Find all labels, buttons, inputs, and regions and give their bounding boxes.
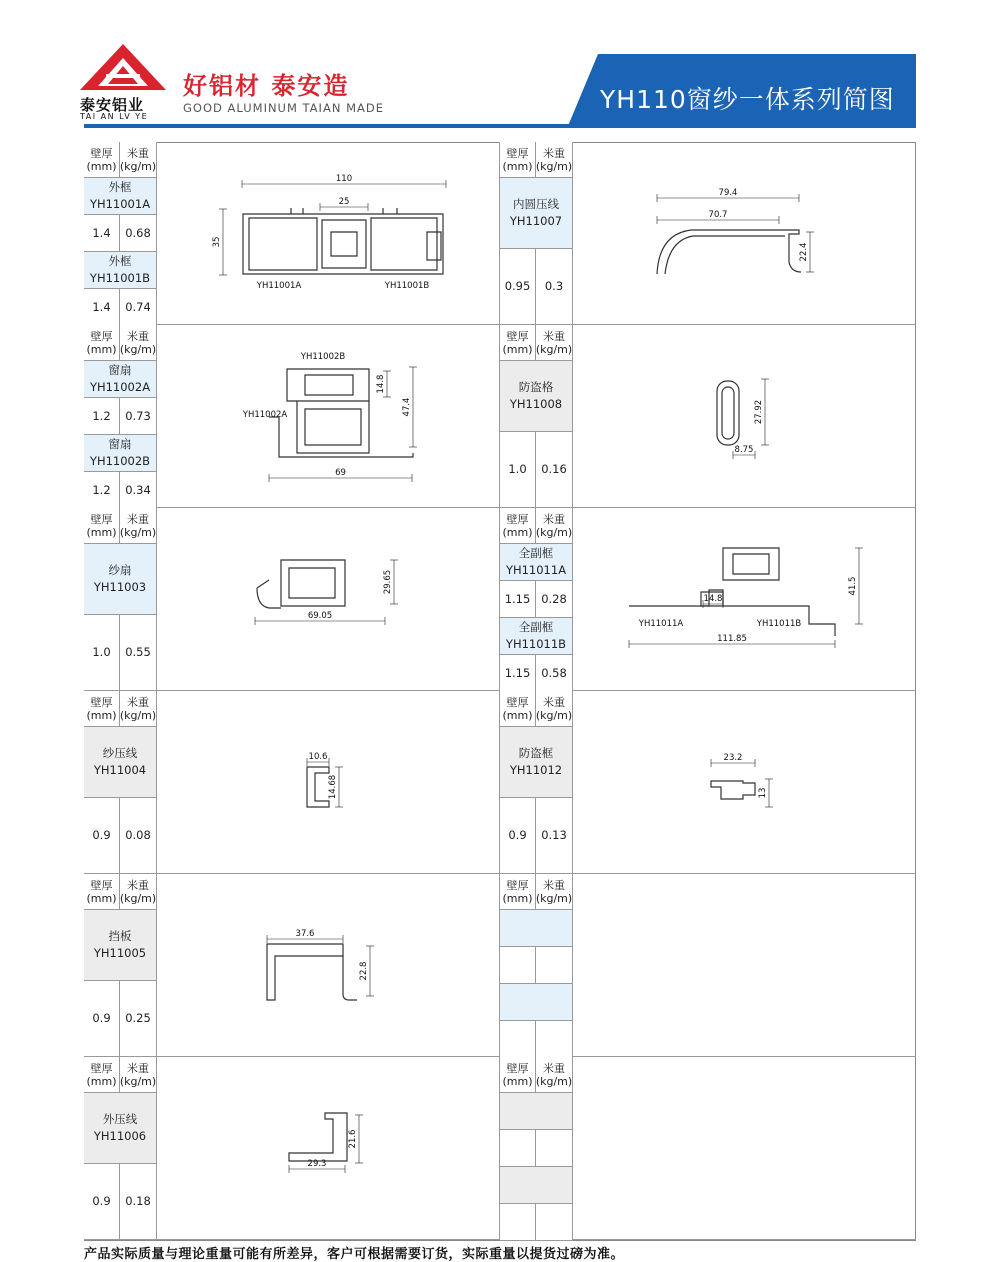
profile-name: 窗扇 <box>108 363 132 377</box>
dimension-label: 22.4 <box>799 242 809 262</box>
weight-header-label: 米重 <box>127 512 149 526</box>
profile-name: 纱扇 <box>108 563 132 577</box>
profile-name-cell <box>500 361 573 432</box>
profile-name-cell <box>500 544 573 581</box>
profile-drawing <box>157 874 500 1057</box>
weight-value: 0.13 <box>536 798 573 874</box>
weight-header-unit: (kg/m) <box>535 1074 573 1088</box>
thickness-header-unit: (mm) <box>502 1074 533 1088</box>
thickness-header-unit: (mm) <box>86 1074 117 1088</box>
profile-code-label: YH11002A <box>242 410 288 420</box>
brand-name-en: TAI AN LV YE <box>80 112 149 121</box>
weight-header <box>536 325 573 361</box>
thickness-header <box>500 508 536 544</box>
thickness-value: 0.9 <box>500 798 536 874</box>
profile-drawing <box>573 508 916 691</box>
profile-name-cell <box>84 910 157 981</box>
dimension-label: 79.4 <box>718 188 738 198</box>
profile-section-drawing <box>157 691 500 874</box>
thickness-header-unit: (mm) <box>86 708 117 722</box>
thickness-value: 1.4 <box>84 289 120 326</box>
weight-header-unit: (kg/m) <box>119 1074 157 1088</box>
thickness-value <box>500 1130 536 1167</box>
profile-drawing <box>157 325 500 508</box>
header-rule <box>84 124 916 128</box>
profile-shape <box>257 580 281 608</box>
thickness-header-unit: (mm) <box>502 525 533 539</box>
weight-header <box>536 691 573 727</box>
thickness-header-unit: (mm) <box>502 708 533 722</box>
profile-name: 防盗格 <box>518 380 554 394</box>
weight-header <box>536 1057 573 1093</box>
profile-name: 全副框 <box>518 620 554 634</box>
weight-header-unit: (kg/m) <box>535 525 573 539</box>
profile-section-drawing <box>573 325 916 508</box>
profile-shape <box>711 781 755 799</box>
thickness-header <box>84 508 120 544</box>
thickness-value: 1.15 <box>500 655 536 692</box>
profile-code-label: YH11011B <box>756 619 802 629</box>
profile-name-cell <box>84 435 157 472</box>
weight-header-label: 米重 <box>543 512 565 526</box>
weight-header <box>536 874 573 910</box>
profile-code: YH11005 <box>93 946 147 960</box>
profile-shape <box>717 381 739 445</box>
thickness-header <box>500 325 536 361</box>
dimension-label: 23.2 <box>723 753 743 763</box>
profile-code: YH11006 <box>93 1129 147 1143</box>
thickness-value: 0.9 <box>84 798 120 874</box>
profile-section-drawing <box>573 691 916 874</box>
dimension-label: 111.85 <box>717 634 747 644</box>
profile-shape <box>267 944 343 1000</box>
thickness-value: 1.2 <box>84 472 120 509</box>
thickness-header-label: 壁厚 <box>90 329 113 343</box>
dimension-label: 14.68 <box>328 774 338 800</box>
thickness-header-label: 壁厚 <box>506 512 529 526</box>
weight-header-label: 米重 <box>127 878 149 892</box>
profile-name: 外框 <box>108 254 132 268</box>
profile-shape <box>289 1113 347 1161</box>
thickness-header <box>84 874 120 910</box>
profile-code-label: YH11001A <box>256 281 302 291</box>
weight-header-label: 米重 <box>543 1061 565 1075</box>
thickness-value <box>500 1204 536 1241</box>
profile-code: YH11008 <box>509 397 563 411</box>
profile-shape <box>723 548 779 580</box>
weight-value: 0.28 <box>536 581 573 618</box>
profile-drawing <box>157 508 500 691</box>
profile-name-cell <box>500 1167 573 1204</box>
weight-value <box>536 947 573 984</box>
weight-header <box>120 142 157 178</box>
profile-code: YH11011B <box>505 637 567 651</box>
thickness-header <box>84 142 120 178</box>
weight-value: 0.16 <box>536 432 573 508</box>
dimension-label: 29.3 <box>307 1159 327 1169</box>
weight-header-label: 米重 <box>127 146 149 160</box>
weight-header-label: 米重 <box>127 695 149 709</box>
thickness-header-label: 壁厚 <box>506 695 529 709</box>
profile-name-cell <box>84 252 157 289</box>
dimension-label: 47.4 <box>402 397 412 417</box>
dimension-label: 69.05 <box>307 611 333 621</box>
dimension-label: 14.8 <box>376 374 386 394</box>
profile-section-drawing <box>157 508 500 691</box>
thickness-header <box>84 325 120 361</box>
thickness-header-label: 壁厚 <box>506 1061 529 1075</box>
profile-drawing <box>157 142 500 325</box>
thickness-value: 1.0 <box>500 432 536 508</box>
thickness-header <box>500 691 536 727</box>
profile-name: 内圆压线 <box>513 197 559 211</box>
profile-shape <box>297 401 369 453</box>
profile-code: YH11001B <box>89 271 151 285</box>
weight-header-label: 米重 <box>543 878 565 892</box>
weight-header-label: 米重 <box>127 1061 149 1075</box>
dimension-label: 8.75 <box>734 445 754 455</box>
profile-section-drawing <box>573 508 916 691</box>
thickness-header <box>500 1057 536 1093</box>
dimension-label: 70.7 <box>708 210 728 220</box>
profile-name: 纱压线 <box>102 746 138 760</box>
dimension-label: 69 <box>335 468 346 478</box>
profile-shape <box>243 214 443 274</box>
weight-header <box>536 142 573 178</box>
weight-value: 0.55 <box>120 615 157 691</box>
weight-value: 0.73 <box>120 398 157 435</box>
profile-code-label: YH11002B <box>300 352 346 362</box>
thickness-header-label: 壁厚 <box>90 146 113 160</box>
weight-value: 0.3 <box>536 249 573 325</box>
thickness-header-unit: (mm) <box>502 342 533 356</box>
profile-code-label: YH11011A <box>638 619 684 629</box>
dimension-label: 13 <box>758 787 768 799</box>
weight-value: 0.25 <box>120 981 157 1057</box>
weight-header-label: 米重 <box>543 695 565 709</box>
profile-name: 外框 <box>108 180 132 194</box>
thickness-value: 1.15 <box>500 581 536 618</box>
profile-shape <box>343 956 357 1000</box>
thickness-header-label: 壁厚 <box>90 512 113 526</box>
dimension-label: 22.8 <box>359 961 369 981</box>
profile-drawing <box>157 1057 500 1240</box>
profile-shape <box>287 369 369 401</box>
thickness-value: 0.95 <box>500 249 536 325</box>
weight-header <box>120 691 157 727</box>
profile-shape <box>307 767 329 807</box>
thickness-header-label: 壁厚 <box>90 1061 113 1075</box>
dimension-label: 14.8 <box>703 594 723 604</box>
dimension-label: 29.65 <box>383 569 393 595</box>
profile-name-cell <box>500 1093 573 1130</box>
profile-code: YH11004 <box>93 763 147 777</box>
profile-drawing <box>157 691 500 874</box>
dimension-label: 21.6 <box>348 1129 358 1149</box>
thickness-header <box>84 691 120 727</box>
thickness-header-unit: (mm) <box>502 159 533 173</box>
weight-header-label: 米重 <box>127 329 149 343</box>
brand-name-cn: 泰安铝业 <box>80 96 145 114</box>
profile-shape <box>657 230 801 274</box>
profile-section-drawing <box>157 142 500 325</box>
weight-header <box>120 874 157 910</box>
dimension-label: 25 <box>338 197 350 207</box>
dimension-label: 110 <box>335 174 353 184</box>
weight-header-label: 米重 <box>543 146 565 160</box>
slogan-cn: 好铝材 泰安造 <box>183 72 350 100</box>
thickness-header-unit: (mm) <box>86 342 117 356</box>
weight-value: 0.08 <box>120 798 157 874</box>
thickness-header <box>84 1057 120 1093</box>
thickness-header-unit: (mm) <box>86 525 117 539</box>
profile-name-cell <box>500 984 573 1021</box>
profile-code: YH11001A <box>89 197 151 211</box>
profile-name-cell <box>500 178 573 249</box>
profile-name: 窗扇 <box>108 437 132 451</box>
thickness-header-unit: (mm) <box>86 891 117 905</box>
profile-code: YH11011A <box>505 563 567 577</box>
weight-value: 0.18 <box>120 1164 157 1240</box>
profile-drawing <box>573 874 916 1057</box>
profile-section-drawing <box>157 1057 500 1240</box>
weight-header-unit: (kg/m) <box>535 342 573 356</box>
weight-value: 0.58 <box>536 655 573 692</box>
thickness-header <box>500 142 536 178</box>
thickness-header-label: 壁厚 <box>90 695 113 709</box>
profile-code: YH11002A <box>89 380 151 394</box>
profile-code: YH11012 <box>509 763 563 777</box>
profile-name-cell <box>84 361 157 398</box>
profile-drawing <box>573 691 916 874</box>
profile-name: 外压线 <box>102 1112 138 1126</box>
profile-shape <box>281 560 345 606</box>
thickness-value: 1.4 <box>84 215 120 252</box>
thickness-header-unit: (mm) <box>502 891 533 905</box>
profile-name-cell <box>500 910 573 947</box>
thickness-header <box>500 874 536 910</box>
profile-section-drawing <box>573 142 916 325</box>
profile-name-cell <box>84 544 157 615</box>
weight-header-unit: (kg/m) <box>119 159 157 173</box>
dimension-label: 35 <box>212 236 222 248</box>
profile-name-cell <box>500 727 573 798</box>
profile-drawing <box>573 1057 916 1240</box>
profile-shape <box>722 387 734 439</box>
profile-shape <box>249 218 437 270</box>
page-title: YH110窗纱一体系列简图 <box>600 85 895 114</box>
weight-header-label: 米重 <box>543 329 565 343</box>
weight-value <box>536 1130 573 1167</box>
thickness-header-label: 壁厚 <box>506 329 529 343</box>
profile-code-label: YH11001B <box>384 281 430 291</box>
thickness-value: 1.0 <box>84 615 120 691</box>
profile-code: YH11007 <box>509 214 563 228</box>
profile-name: 防盗框 <box>518 746 554 760</box>
profile-name-cell <box>500 618 573 655</box>
weight-header-unit: (kg/m) <box>119 525 157 539</box>
footer-note: 产品实际质量与理论重量可能有所差异，客户可根据需要订货，实际重量以提货过磅为准。 <box>84 1247 625 1262</box>
weight-value: 0.34 <box>120 472 157 509</box>
profile-name-cell <box>84 1093 157 1164</box>
profile-shape <box>322 220 366 268</box>
thickness-header-unit: (mm) <box>86 159 117 173</box>
weight-value: 0.74 <box>120 289 157 326</box>
profile-shape <box>269 417 413 457</box>
weight-value <box>536 1204 573 1241</box>
weight-value: 0.68 <box>120 215 157 252</box>
profile-name-cell <box>84 727 157 798</box>
weight-header-unit: (kg/m) <box>535 708 573 722</box>
thickness-value: 1.2 <box>84 398 120 435</box>
thickness-header-label: 壁厚 <box>90 878 113 892</box>
weight-header <box>120 508 157 544</box>
profile-drawing <box>573 325 916 508</box>
profile-code: YH11003 <box>93 580 147 594</box>
dimension-label: 41.5 <box>848 576 858 596</box>
weight-header-unit: (kg/m) <box>535 891 573 905</box>
profile-section-drawing <box>157 325 500 508</box>
thickness-header-label: 壁厚 <box>506 878 529 892</box>
weight-header-unit: (kg/m) <box>535 159 573 173</box>
profile-code: YH11002B <box>89 454 151 468</box>
dimension-label: 10.6 <box>308 752 328 762</box>
slogan-en: GOOD ALUMINUM TAIAN MADE <box>183 101 384 115</box>
weight-header-unit: (kg/m) <box>119 342 157 356</box>
profile-shape <box>629 590 835 636</box>
weight-header <box>120 1057 157 1093</box>
weight-value <box>536 1021 573 1058</box>
dimension-label: 27.92 <box>754 399 764 425</box>
profile-section-drawing <box>157 874 500 1057</box>
weight-header <box>536 508 573 544</box>
profile-name: 全副框 <box>518 546 554 560</box>
weight-header <box>120 325 157 361</box>
dimension-label: 37.6 <box>295 929 315 939</box>
thickness-header-label: 壁厚 <box>506 146 529 160</box>
thickness-value: 0.9 <box>84 1164 120 1240</box>
thickness-value <box>500 1021 536 1058</box>
thickness-value <box>500 947 536 984</box>
profile-drawing <box>573 142 916 325</box>
profile-name: 挡板 <box>108 929 132 943</box>
profile-name-cell <box>84 178 157 215</box>
thickness-value: 0.9 <box>84 981 120 1057</box>
profile-shape <box>665 236 785 274</box>
weight-header-unit: (kg/m) <box>119 708 157 722</box>
weight-header-unit: (kg/m) <box>119 891 157 905</box>
